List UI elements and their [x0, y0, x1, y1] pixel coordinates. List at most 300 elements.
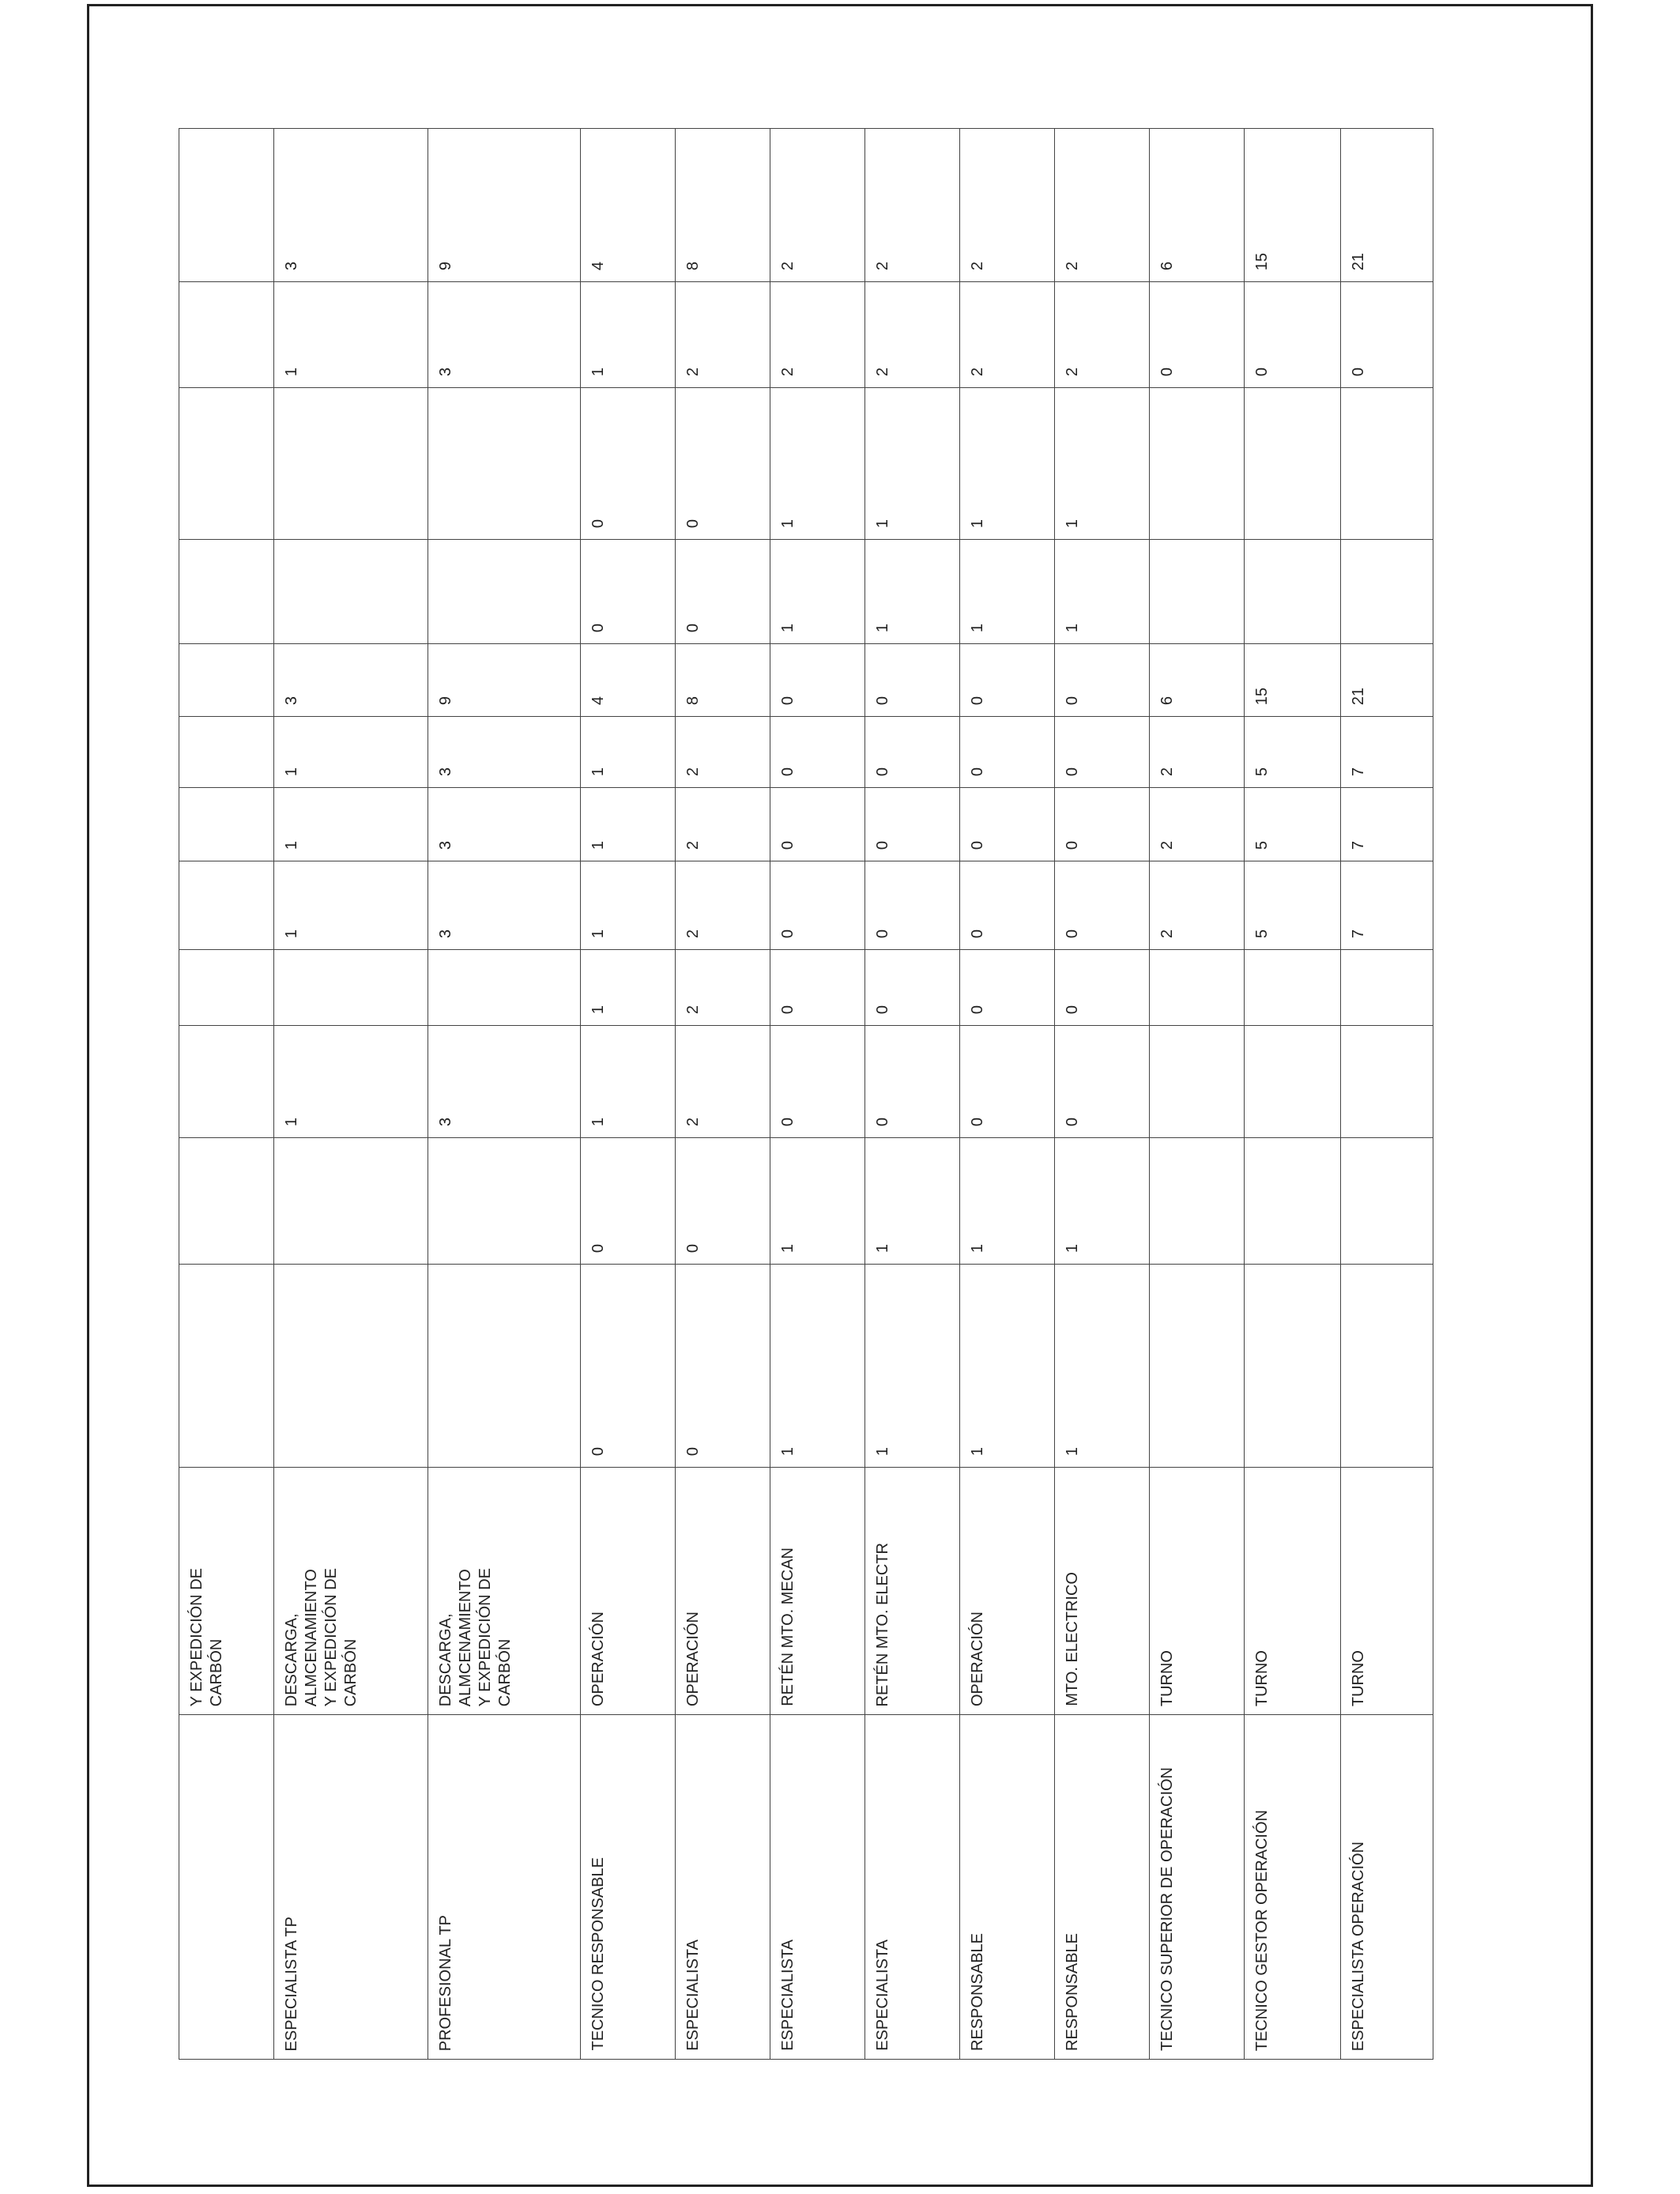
table-band-c5	[179, 1026, 1433, 1138]
area-label: TURNO	[1158, 1649, 1176, 1706]
table-cell	[581, 644, 676, 717]
cell-value: 2	[684, 1117, 702, 1126]
table-cell	[179, 1468, 274, 1715]
table-cell	[1341, 129, 1433, 282]
table-cell	[428, 388, 581, 540]
table-cell	[428, 1026, 581, 1138]
table-band-c3	[179, 1265, 1433, 1468]
table-cell	[960, 540, 1055, 644]
table-cell	[274, 950, 428, 1026]
table-cell	[865, 1265, 960, 1468]
table-cell	[581, 388, 676, 540]
table-cell	[770, 644, 865, 717]
table-band-c2	[179, 1468, 1433, 1715]
cell-value: 0	[1064, 696, 1081, 705]
cell-value: 0	[684, 1446, 702, 1456]
table-cell	[770, 717, 865, 788]
cell-value: 0	[874, 929, 891, 938]
cell-value: 7	[1350, 840, 1367, 850]
table-cell	[1245, 1468, 1341, 1715]
cell-value: 8	[684, 261, 702, 270]
cell-value: 1	[283, 929, 300, 938]
table-cell	[865, 1468, 960, 1715]
table-cell	[960, 1715, 1055, 2060]
table-cell	[960, 861, 1055, 950]
table-cell	[1341, 1265, 1433, 1468]
table-band-c6	[179, 950, 1433, 1026]
area-label: RETÉN MTO. ELECTR	[874, 1542, 891, 1706]
area-label: Y EXPEDICIÓN DE CARBÓN	[188, 1567, 225, 1706]
cell-value: 0	[779, 840, 797, 850]
table-cell	[1245, 1138, 1341, 1265]
table-cell	[1150, 644, 1245, 717]
cell-value: 1	[874, 1243, 891, 1253]
table-cell	[1150, 1265, 1245, 1468]
cell-value: 6	[1158, 696, 1176, 705]
table-cell	[960, 950, 1055, 1026]
table-cell	[1341, 717, 1433, 788]
table-cell	[676, 950, 770, 1026]
table-cell	[274, 861, 428, 950]
role-label: PROFESIONAL TP	[437, 1914, 454, 2051]
table-cell	[581, 861, 676, 950]
cell-value: 1	[874, 623, 891, 632]
table-cell	[676, 717, 770, 788]
cell-value: 1	[590, 840, 607, 850]
table-cell	[1150, 861, 1245, 950]
table-cell	[770, 540, 865, 644]
table-band-c10	[179, 644, 1433, 717]
table-cell	[179, 1265, 274, 1468]
table-cell	[1055, 540, 1150, 644]
table-cell	[1055, 788, 1150, 861]
table-cell	[1055, 644, 1150, 717]
cell-value: 1	[283, 367, 300, 376]
cell-value: 2	[874, 261, 891, 270]
cell-value: 0	[969, 767, 986, 776]
table-cell	[1245, 788, 1341, 861]
table-cell	[1055, 1715, 1150, 2060]
table-cell	[428, 1265, 581, 1468]
table-cell	[1341, 788, 1433, 861]
cell-value: 0	[874, 696, 891, 705]
table-cell	[1150, 129, 1245, 282]
area-label: TURNO	[1253, 1649, 1271, 1706]
table-cell	[865, 1026, 960, 1138]
cell-value: 0	[684, 1243, 702, 1253]
table-cell	[179, 788, 274, 861]
table-cell	[960, 788, 1055, 861]
table-cell	[274, 1026, 428, 1138]
role-label: ESPECIALISTA TP	[283, 1916, 300, 2051]
cell-value: 7	[1350, 767, 1367, 776]
table-cell	[1150, 388, 1245, 540]
table-cell	[428, 129, 581, 282]
table-cell	[1055, 861, 1150, 950]
table-cell	[676, 1138, 770, 1265]
role-label: RESPONSABLE	[969, 1933, 986, 2051]
table-cell	[274, 129, 428, 282]
cell-value: 0	[969, 1005, 986, 1014]
cell-value: 0	[969, 929, 986, 938]
cell-value: 0	[684, 518, 702, 528]
table-cell	[865, 861, 960, 950]
cell-value: 15	[1253, 252, 1271, 270]
table-cell	[428, 861, 581, 950]
table-cell	[274, 540, 428, 644]
cell-value: 0	[1064, 1005, 1081, 1014]
cell-value: 1	[283, 840, 300, 850]
area-label: OPERACIÓN	[969, 1611, 986, 1706]
table-cell	[428, 950, 581, 1026]
area-label: MTO. ELECTRICO	[1064, 1572, 1081, 1706]
area-label: RETÉN MTO. MECAN	[779, 1547, 797, 1706]
cell-value: 0	[1350, 367, 1367, 376]
table-cell	[581, 1715, 676, 2060]
cell-value: 2	[1064, 261, 1081, 270]
cell-value: 2	[779, 367, 797, 376]
table-cell	[865, 282, 960, 388]
table-cell	[1055, 1265, 1150, 1468]
table-cell	[960, 129, 1055, 282]
area-label: DESCARGA, ALMCENAMIENTO Y EXPEDICIÓN DE CARBÓN	[437, 1567, 514, 1706]
table-cell	[274, 282, 428, 388]
table-cell	[676, 788, 770, 861]
cell-value: 6	[1158, 261, 1176, 270]
table-cell	[581, 282, 676, 388]
table-cell	[1150, 1026, 1245, 1138]
cell-value: 3	[437, 1117, 454, 1126]
cell-value: 0	[1158, 367, 1176, 376]
cell-value: 0	[1064, 840, 1081, 850]
cell-value: 0	[684, 623, 702, 632]
table-cell	[960, 282, 1055, 388]
cell-value: 2	[874, 367, 891, 376]
cell-value: 1	[874, 518, 891, 528]
cell-value: 4	[590, 261, 607, 270]
table-band-c4	[179, 1138, 1433, 1265]
cell-value: 21	[1350, 252, 1367, 270]
table-cell	[1341, 1468, 1433, 1715]
table-cell	[1150, 717, 1245, 788]
table-cell	[428, 1468, 581, 1715]
table-cell	[1055, 282, 1150, 388]
cell-value: 2	[684, 840, 702, 850]
table-cell	[1150, 1138, 1245, 1265]
table-cell	[1150, 540, 1245, 644]
cell-value: 1	[779, 1446, 797, 1456]
cell-value: 2	[1064, 367, 1081, 376]
cell-value: 2	[684, 929, 702, 938]
cell-value: 0	[1064, 767, 1081, 776]
table-cell	[1055, 950, 1150, 1026]
cell-value: 0	[969, 1117, 986, 1126]
table-cell	[865, 129, 960, 282]
cell-value: 0	[874, 1117, 891, 1126]
cell-value: 3	[283, 261, 300, 270]
table-cell	[676, 644, 770, 717]
table-cell	[1245, 861, 1341, 950]
table-cell	[770, 1138, 865, 1265]
cell-value: 1	[969, 623, 986, 632]
role-label: ESPECIALISTA	[779, 1940, 797, 2051]
table-cell	[274, 788, 428, 861]
cell-value: 0	[969, 840, 986, 850]
cell-value: 2	[684, 1005, 702, 1014]
table-cell	[179, 950, 274, 1026]
table-cell	[676, 861, 770, 950]
cell-value: 3	[437, 929, 454, 938]
table-band-c13	[179, 282, 1433, 388]
table-cell	[1341, 282, 1433, 388]
table-cell	[1245, 388, 1341, 540]
cell-value: 1	[874, 1446, 891, 1456]
cell-value: 7	[1350, 929, 1367, 938]
cell-value: 4	[590, 696, 607, 705]
role-label: ESPECIALISTA OPERACIÓN	[1350, 1841, 1367, 2051]
cell-value: 0	[779, 767, 797, 776]
cell-value: 0	[590, 623, 607, 632]
table-cell	[1245, 540, 1341, 644]
cell-value: 1	[1064, 1446, 1081, 1456]
cell-value: 0	[1253, 367, 1271, 376]
table-cell	[179, 1138, 274, 1265]
table-cell	[581, 950, 676, 1026]
area-label: OPERACIÓN	[684, 1611, 702, 1706]
cell-value: 3	[437, 840, 454, 850]
table-cell	[1150, 1468, 1245, 1715]
table-cell	[179, 717, 274, 788]
table-cell	[179, 282, 274, 388]
cell-value: 2	[684, 367, 702, 376]
table-cell	[1055, 1138, 1150, 1265]
table-cell	[274, 644, 428, 717]
table-cell	[865, 644, 960, 717]
table-cell	[770, 1026, 865, 1138]
table-cell	[1245, 282, 1341, 388]
cell-value: 5	[1253, 840, 1271, 850]
table-cell	[676, 1468, 770, 1715]
cell-value: 1	[969, 1446, 986, 1456]
cell-value: 2	[969, 367, 986, 376]
table-cell	[1150, 282, 1245, 388]
table-cell	[770, 1715, 865, 2060]
cell-value: 3	[437, 767, 454, 776]
cell-value: 8	[684, 696, 702, 705]
table-cell	[960, 1138, 1055, 1265]
table-cell	[1341, 861, 1433, 950]
table-cell	[179, 540, 274, 644]
table-cell	[1055, 1468, 1150, 1715]
table-cell	[1055, 1026, 1150, 1138]
table-cell	[1055, 388, 1150, 540]
table-cell	[865, 788, 960, 861]
table-cell	[676, 540, 770, 644]
table-cell	[581, 1026, 676, 1138]
cell-value: 5	[1253, 767, 1271, 776]
table-cell	[960, 1026, 1055, 1138]
table-band-c1	[179, 1715, 1433, 2060]
table-band-c8	[179, 788, 1433, 861]
cell-value: 1	[779, 1243, 797, 1253]
table-cell	[1245, 717, 1341, 788]
table-cell	[960, 1468, 1055, 1715]
table-cell	[770, 1265, 865, 1468]
table-cell	[1245, 644, 1341, 717]
cell-value: 2	[684, 767, 702, 776]
cell-value: 0	[874, 1005, 891, 1014]
cell-value: 21	[1350, 687, 1367, 705]
table-cell	[1245, 1026, 1341, 1138]
table-cell	[581, 1138, 676, 1265]
role-label: RESPONSABLE	[1064, 1933, 1081, 2051]
table-cell	[274, 717, 428, 788]
table-band-c14	[179, 129, 1433, 282]
table-cell	[1245, 129, 1341, 282]
cell-value: 3	[283, 696, 300, 705]
table-cell	[865, 950, 960, 1026]
cell-value: 2	[1158, 929, 1176, 938]
role-label: TECNICO RESPONSABLE	[590, 1857, 607, 2051]
role-label: TECNICO GESTOR OPERACIÓN	[1253, 1809, 1271, 2051]
table-cell	[770, 388, 865, 540]
table-cell	[581, 1265, 676, 1468]
table-cell	[1341, 388, 1433, 540]
table-cell	[1341, 950, 1433, 1026]
table-cell	[581, 788, 676, 861]
table-cell	[428, 1138, 581, 1265]
table-cell	[865, 388, 960, 540]
table-cell	[1341, 1138, 1433, 1265]
table-cell	[581, 717, 676, 788]
cell-value: 1	[969, 1243, 986, 1253]
table-cell	[428, 282, 581, 388]
table-cell	[1341, 1715, 1433, 2060]
table-cell	[865, 1715, 960, 2060]
cell-value: 1	[590, 1117, 607, 1126]
table-cell	[428, 540, 581, 644]
table-cell	[960, 388, 1055, 540]
table-cell	[179, 1026, 274, 1138]
cell-value: 9	[437, 261, 454, 270]
cell-value: 1	[283, 1117, 300, 1126]
table-cell	[581, 1468, 676, 1715]
table-cell	[179, 1715, 274, 2060]
cell-value: 2	[1158, 840, 1176, 850]
cell-value: 0	[1064, 1117, 1081, 1126]
table-cell	[428, 1715, 581, 2060]
cell-value: 0	[590, 1446, 607, 1456]
cell-value: 2	[779, 261, 797, 270]
table-cell	[865, 717, 960, 788]
cell-value: 0	[779, 1005, 797, 1014]
table-cell	[676, 1026, 770, 1138]
table-cell	[274, 1138, 428, 1265]
role-label: ESPECIALISTA	[684, 1940, 702, 2051]
table-cell	[1341, 1026, 1433, 1138]
table-cell	[179, 388, 274, 540]
cell-value: 0	[779, 696, 797, 705]
table-cell	[770, 1468, 865, 1715]
table-cell	[960, 644, 1055, 717]
cell-value: 2	[1158, 767, 1176, 776]
cell-value: 1	[779, 518, 797, 528]
cell-value: 2	[969, 261, 986, 270]
area-label: OPERACIÓN	[590, 1611, 607, 1706]
area-label: TURNO	[1350, 1649, 1367, 1706]
table-cell	[676, 282, 770, 388]
cell-value: 5	[1253, 929, 1271, 938]
table-cell	[1245, 1265, 1341, 1468]
cell-value: 1	[1064, 623, 1081, 632]
table-cell	[1150, 1715, 1245, 2060]
cell-value: 9	[437, 696, 454, 705]
cell-value: 15	[1253, 687, 1271, 705]
table-cell	[428, 788, 581, 861]
cell-value: 0	[1064, 929, 1081, 938]
role-label: ESPECIALISTA	[874, 1940, 891, 2051]
table-cell	[428, 717, 581, 788]
cell-value: 0	[590, 1243, 607, 1253]
table-cell	[179, 129, 274, 282]
table-cell	[676, 1715, 770, 2060]
table-band-c12	[179, 388, 1433, 540]
table-cell	[865, 540, 960, 644]
table-cell	[274, 1468, 428, 1715]
table-cell	[770, 282, 865, 388]
cell-value: 0	[779, 929, 797, 938]
table-cell	[428, 644, 581, 717]
table-cell	[770, 129, 865, 282]
role-label: TECNICO SUPERIOR DE OPERACIÓN	[1158, 1767, 1176, 2051]
area-label: DESCARGA, ALMCENAMIENTO Y EXPEDICIÓN DE CARBÓN	[283, 1567, 360, 1706]
table-cell	[1245, 950, 1341, 1026]
table-band-c9	[179, 717, 1433, 788]
cell-value: 1	[969, 518, 986, 528]
table-cell	[960, 717, 1055, 788]
cell-value: 1	[779, 623, 797, 632]
table-cell	[1055, 717, 1150, 788]
table-cell	[1055, 129, 1150, 282]
table-cell	[274, 1715, 428, 2060]
table-cell	[865, 1138, 960, 1265]
table-cell	[1341, 644, 1433, 717]
staffing-table	[179, 128, 1433, 2060]
table-cell	[179, 644, 274, 717]
cell-value: 1	[283, 767, 300, 776]
table-band-c7	[179, 861, 1433, 950]
table-cell	[1150, 950, 1245, 1026]
cell-value: 1	[1064, 518, 1081, 528]
table-cell	[274, 1265, 428, 1468]
cell-value: 1	[590, 767, 607, 776]
table-cell	[770, 950, 865, 1026]
table-cell	[179, 861, 274, 950]
table-cell	[581, 540, 676, 644]
table-cell	[770, 861, 865, 950]
table-cell	[1341, 540, 1433, 644]
table-cell	[770, 788, 865, 861]
cell-value: 0	[874, 840, 891, 850]
cell-value: 0	[590, 518, 607, 528]
cell-value: 0	[779, 1117, 797, 1126]
cell-value: 1	[590, 1005, 607, 1014]
table-cell	[581, 129, 676, 282]
table-cell	[960, 1265, 1055, 1468]
table-cell	[274, 388, 428, 540]
cell-value: 0	[969, 696, 986, 705]
cell-value: 1	[590, 367, 607, 376]
